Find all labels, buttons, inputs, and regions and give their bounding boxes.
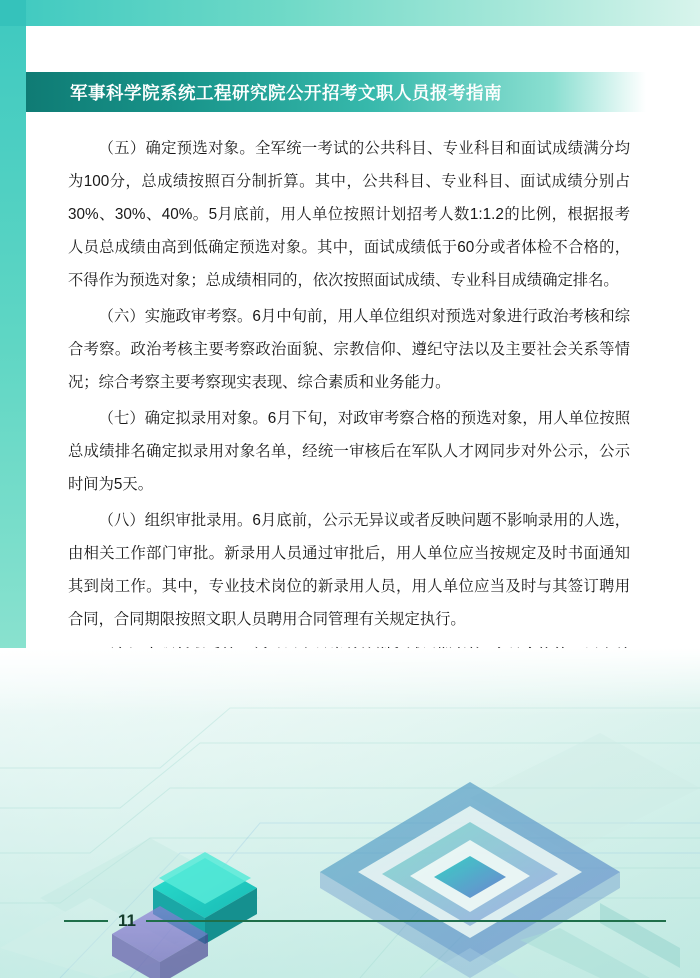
decorative-top-band xyxy=(0,0,700,26)
page-number: 11 xyxy=(118,911,136,930)
paragraph-5: （五）确定预选对象。全军统一考试的公共科目、专业科目和面试成绩满分均为100分，总成绩按照百分制折算。其中，公共科目、专业科目、面试成绩分别占30%、30%、40%。5月底前，用人单位按照计划招考人数1:1.2的比例，根据报考人员总成绩由高到低确定预选对象。其中，面试成绩低于60分或者体检不合格的，不得作为预选对象；总成绩相同的，依次按照面试成绩、专业科目成绩确定排名。 xyxy=(68,140,630,289)
footer-rule-left xyxy=(64,920,108,922)
paragraph-8: （八）组织审批录用。6月底前，公示无异议或者反映问题不影响录用的人选，由相关工作部门审批。新录用人员通过审批后，用人单位应当按规定及时书面通知其到岗工作。其中，专业技术岗位的新录用人员，用人单位应当及时与其签订聘用合同，合同期限按照文职人员聘用合同管理有关规定执行。 xyxy=(68,512,630,628)
decorative-corner xyxy=(0,0,26,26)
page-header-bar xyxy=(26,72,646,112)
footer-rule-right xyxy=(146,920,666,922)
page-title: 军事科学院系统工程研究院公开招考文职人员报考指南 xyxy=(70,82,502,103)
paragraph-7: （七）确定拟录用对象。6月下旬，对政审考察合格的预选对象，用人单位按照总成绩排名确定拟录用对象名单，经统一审核后在军队人才网同步对外公示，公示时间为5天。 xyxy=(68,410,630,493)
paragraph-6: （六）实施政审考察。6月中旬前，用人单位组织对预选对象进行政治考核和综合考察。政治考核主要考察政治面貌、宗教信仰、遵纪守法以及主要社会关系等情况；综合考察主要考察现实表现、综合素质和业务能力。 xyxy=(68,308,630,391)
page-footer xyxy=(26,908,666,934)
